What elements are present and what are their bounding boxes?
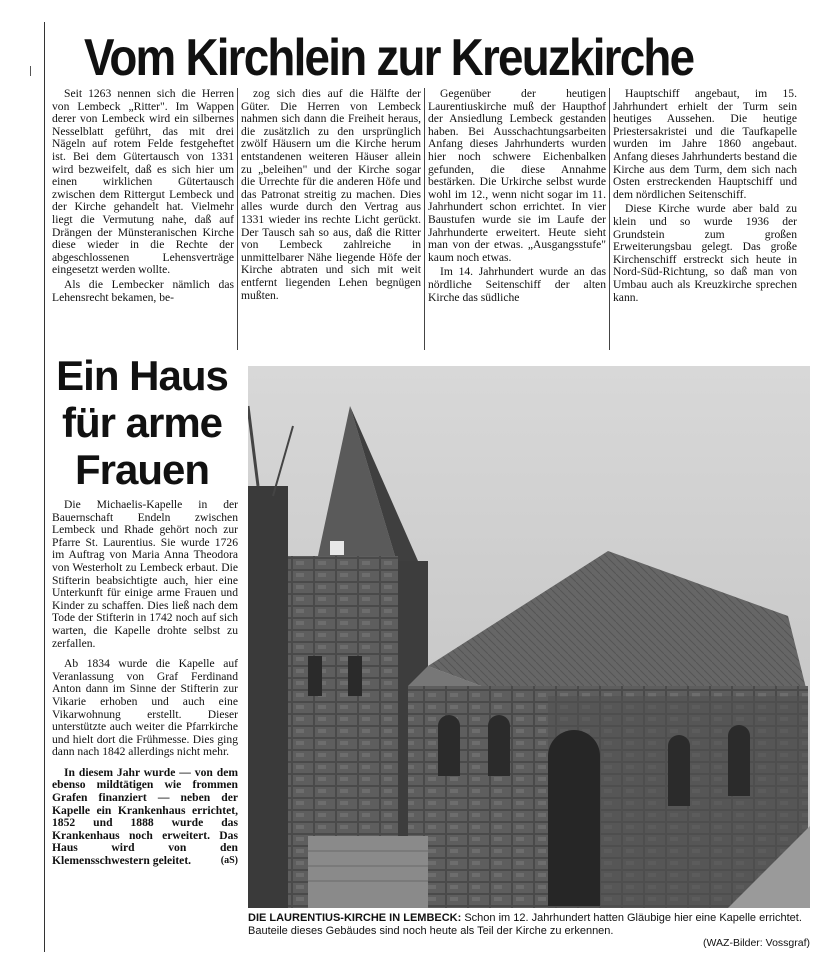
column-divider-2 [424,88,425,350]
sidebar-paragraph-3-text: In diesem Jahr wurde — von dem ebenso mildtätigen wie frommen Grafen finanziert — neben der Kapelle ein Krankenhaus errichtet, 1852 und 1888 wurde das Krankenhaus noch erweitert. Das Haus wird von den Klemensschwestern geleitet. [52,765,238,868]
left-margin-rule [44,22,45,952]
column-divider-1 [237,88,238,350]
sidebar-paragraph-3 [52,767,238,868]
photo-caption [248,912,810,950]
article-column-3 [428,88,606,350]
article-headline: Vom Kirchlein zur Kreuzkirche [84,29,694,87]
photo-credit: (WAZ-Bilder: Vossgraf) [703,937,810,949]
sidebar-article [52,499,238,876]
caption-text: Schon im 12. Jahrhundert hatten Gläubige hier eine Kapelle errichtet. Bauteile dieses Gebäudes sind noch heute als Teil der Kirche zu erkennen. [248,912,802,937]
article-col3-paragraph-1: Gegenüber der heutigen Laurentiuskirche muß der Haupthof der Ansiedlung Lembeck gestanden haben. Bei Ausschachtungsarbeiten Anfang dieses Jahrhunderts wurden hier noch schwere Eichenbalken gefunden, die diese Annahme bestärken. Die Urkirche selbst wurde wohl im 12., wenn nicht sogar im 11. Jahrhundert schon errichtet. In vier Baustufen wurde sie im Laufe der Jahrhunderte erweitert. Heute sieht man von der etwas. „Ausgangsstufe" kaum noch etwas. [428,88,606,264]
article-column-4 [613,88,797,350]
church-photo-illustration [248,366,810,908]
column-divider-3 [609,88,610,350]
sidebar-headline-line-1: Ein Haus [56,352,228,399]
article-col1-paragraph-1: Seit 1263 nennen sich die Herren von Lembeck „Ritter". Im Wappen derer von Lembeck wird ein silbernes Nesselblatt geführt, das mit drei Nägeln auf rotem Felde festgeheftet ist. Bei dem Gütertausch von 1331 wird bezweifelt, daß es sich hier um einen wirklichen Gütertausch zwischen dem Rittergut Lembeck und der Kirche gehandelt hat. Vielmehr liegt die Vermutung nahe, daß auf Drängen der Münsteranischen Kirche diese wieder in die Rechte der abgeschlossenen Lehensverträge eingesetzt werden wollte. [52,88,234,277]
sidebar-headline-line-2: für arme [61,399,223,446]
sidebar-headline-line-3: Frauen [74,446,210,493]
article-column-1 [52,88,234,350]
article-col2-paragraph-1: zog sich dies auf die Hälfte der Güter. Die Herren von Lembeck nahmen sich dann die Freiheit heraus, die zusätzlich zu den ursprünglich zwölf Häusern um die Kirche herum entstandenen weiteren Häuser allein zu „beleihen" und der Kirche sogar die Urrechte für die anderen Höfe und das Patronat streitig zu machen. Dies alles wurde durch den Vertrag aus 1331 wieder ins rechte Licht gerückt. Der Tausch sah so aus, daß die Ritter von Lembeck zahlreiche in unmittelbarer Nähe liegende Höfe der Kirche abtraten und sich mit weit entfernt liegenden Lehen begnügen mußten. [241,88,421,302]
article-col1-paragraph-2: Als die Lembecker nämlich das Lehensrecht bekamen, be- [52,277,234,304]
sidebar-paragraph-2: Ab 1834 wurde die Kapelle auf Veranlassung von Graf Ferdinand Anton dann im Sinne der Stifterin zur Vikarie erhoben und auch eine Vikarwohnung erstellt. Dieser unterstützte auch weiter die Pfarrkirche und hielt dort die Frühmesse. Dies ging dann nach 1842 allerdings nicht mehr. [52,657,238,759]
sidebar-headline [52,352,232,493]
church-photo [248,366,810,908]
author-signature: (aS) [220,855,238,867]
article-column-2 [241,88,421,350]
caption-lead: DIE LAURENTIUS-KIRCHE IN LEMBECK: [248,912,462,924]
article-col3-paragraph-2: Im 14. Jahrhundert wurde an das nördliche Seitenschiff der alten Kirche das südliche [428,265,606,304]
margin-mark [30,66,35,76]
article-col4-paragraph-2: Diese Kirche wurde aber bald zu klein und so wurde 1936 der Grundstein zum großen Erweiterungsbau gelegt. Das große Kirchenschiff erstreckt sich heute in Nord-Süd-Richtung, so daß man von Umbau auch als Kreuzkirche sprechen kann. [613,202,797,304]
article-col4-paragraph-1: Hauptschiff angebaut, im 15. Jahrhundert erhielt der Turm sein heutiges Aussehen. Die heutige Priestersakristei und die Taufkapelle wurden im Jahre 1860 angebaut. Anfang dieses Jahrhunderts bestand die Kirche aus dem Turm, dem sich nach Osten erstreckenden Hauptschiff und dem nördlichen Seitenschiff. [613,88,797,201]
sidebar-paragraph-1: Die Michaelis-Kapelle in der Bauernschaft Endeln zwischen Lembeck und Rhade gehört noch zur Pfarre St. Laurentius. Sie wurde 1726 im Auftrag von Maria Anna Theodora von Westerholt zu Lembeck erbaut. Die Stifterin beabsichtigte auch, hier eine Unterkunft für einige arme Frauen und Kinder zu schaffen. Dies ließ nach dem Tode der Stifterin in 1742 noch auf sich warten, die Kapelle drohte selbst zu zerfallen. [52,498,238,650]
